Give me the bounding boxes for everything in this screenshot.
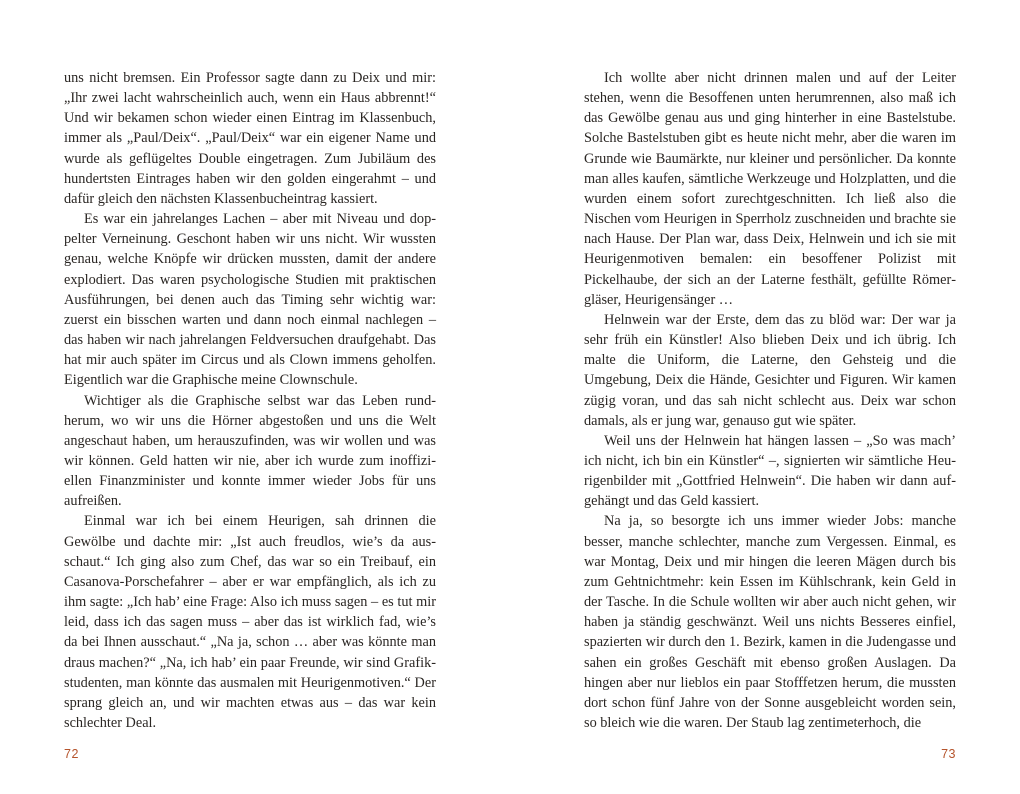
paragraph: Na ja, so besorgte ich uns immer wieder Jobs: manche besser, manche schlechter, manche zum Vergessen. Einmal, es war Montag, Deix und mir hingen die leeren Mägen durch bis zum Gehtnichtmehr: kein Essen im Kühlschrank, kein Geld in der Tasche. In die Schule wollten wir aber auch nicht gehen, wir haben ja ständig geschwänzt. Weil uns nichts Besseres einfiel, spazierten wir durch den 1. Bezirk, kamen in die Judengasse und sahen ein großes Geschäft mit ebenso großen Auslagen. Da hingen aber nur lieblos ein paar Stofffetzen herum, die mussten dort schon fünf Jahre von der Sonne ausgebleicht worden sein, so bleich wie die waren. Der Staub lag zentimeterhoch, die bbox=[584, 513, 956, 731]
page-number: 73 bbox=[941, 747, 956, 761]
paragraph: Helnwein war der Erste, dem das zu blöd war: Der war ja sehr früh ein Künstler! Also blieben Deix und ich übrig. Ich malte die Uniform, die Laterne, den Gehsteig und die Umgebung, Deix die Hände, Gesichter und Figuren. Wir kamen zügig voran, und das sah nicht schlecht aus. Deix war schon damals, als er jung war, genauso gut wie später. bbox=[584, 311, 956, 429]
paragraph: Weil uns der Helnwein hat hängen lassen – „So was mach’ ich nicht, ich bin ein Künstler“ –, signierten wir sämtliche Heurigenbilder mit „Gottfried Helnwein“. Die haben wir dann aufgehängt und das Geld kassiert. bbox=[584, 432, 956, 510]
left-page-text bbox=[64, 68, 436, 733]
paragraph: Wichtiger als die Graphische selbst war das Leben rundherum, wo wir uns die Hörner abgestoßen und uns die Welt angeschaut haben, um herauszufinden, was wir wollen und was wir können. Geld hatten wir nie, aber ich wurde zum inoffiziellen Finanzminister und konnte immer wieder Jobs für uns aufreißen. bbox=[64, 392, 436, 510]
right-page-text bbox=[584, 68, 956, 733]
paragraph: Ich wollte aber nicht drinnen malen und auf der Leiter stehen, wenn die Besoffenen unten herumrennen, also maß ich das Gewölbe genau aus und ging hinterher in eine Bastelstube. Solche Bastelstuben gibt es heute nicht mehr, aber die waren im Grunde wie Baumärkte, nur kleiner und persönlicher. Da konnte man alles kaufen, sämtliche Werkzeuge und Holzplatten, und die wurden einem sofort zurechtgeschnitten. Ich ließ also die Nischen vom Heurigen in Sperrholz zuschneiden und brachte sie nach Hause. Der Plan war, dass Deix, Helnwein und ich sie mit Heurigenmotiven bemalen: ein besoffener Polizist mit Pickelhaube, der sich an der Laterne festhält, gefüllte Römergläser, Heurigensänger … bbox=[584, 70, 956, 308]
paragraph: uns nicht bremsen. Ein Professor sagte dann zu Deix und mir: „Ihr zwei lacht wahrscheinlich auch, wenn ein Haus abbrennt!“ Und wir bekamen schon wieder einen Eintrag im Klassenbuch, immer als „Paul/Deix“. „Paul/Deix“ war ein eigener Name und wurde als geflügeltes Double eingetragen. Zum Jubiläum des hundertsten Eintrages haben wir den golden eingerahmt – und dafür gleich den nächsten Klassenbucheintrag kassiert. bbox=[64, 70, 436, 207]
page-number: 72 bbox=[64, 747, 79, 761]
paragraph: Einmal war ich bei einem Heurigen, sah drinnen die Gewölbe und dachte mir: „Ist auch freudlos, wie’s da ausschaut.“ Ich ging also zum Chef, das war so ein Treibauf, ein Casanova-Porschefahrer – aber er war empfänglich, als ich zu ihm sagte: „Ich hab’ eine Frage: Also ich muss sagen – es tut mir leid, dass ich das sagen muss – aber das ist wirklich fad, wie’s da bei Ihnen ausschaut.“ „Na ja, schon … aber was könnte man draus machen?“ „Na, ich hab’ ein paar Freunde, wir sind Grafikstudenten, man könnte das ausmalen mit Heurigenmotiven.“ Der sprang gleich an, und wir machten etwas aus – das war kein schlechter Deal. bbox=[64, 513, 436, 731]
paragraph: Es war ein jahrelanges Lachen – aber mit Niveau und doppelter Verneinung. Geschont haben wir uns nicht. Wir wussten genau, welche Knöpfe wir drücken mussten, damit der andere explodiert. Das waren psychologische Studien mit praktischen Ausführungen, bei denen auch das Timing sehr wichtig war: zuerst ein bisschen warten und dann noch einmal nachlegen – das haben wir nach jahrelangen Feldversuchen draufgehabt. Das hat mir auch später im Circus und als Clown immens geholfen. Eigentlich war die Graphische meine Clownschule. bbox=[64, 211, 436, 389]
right-page bbox=[510, 0, 1020, 794]
